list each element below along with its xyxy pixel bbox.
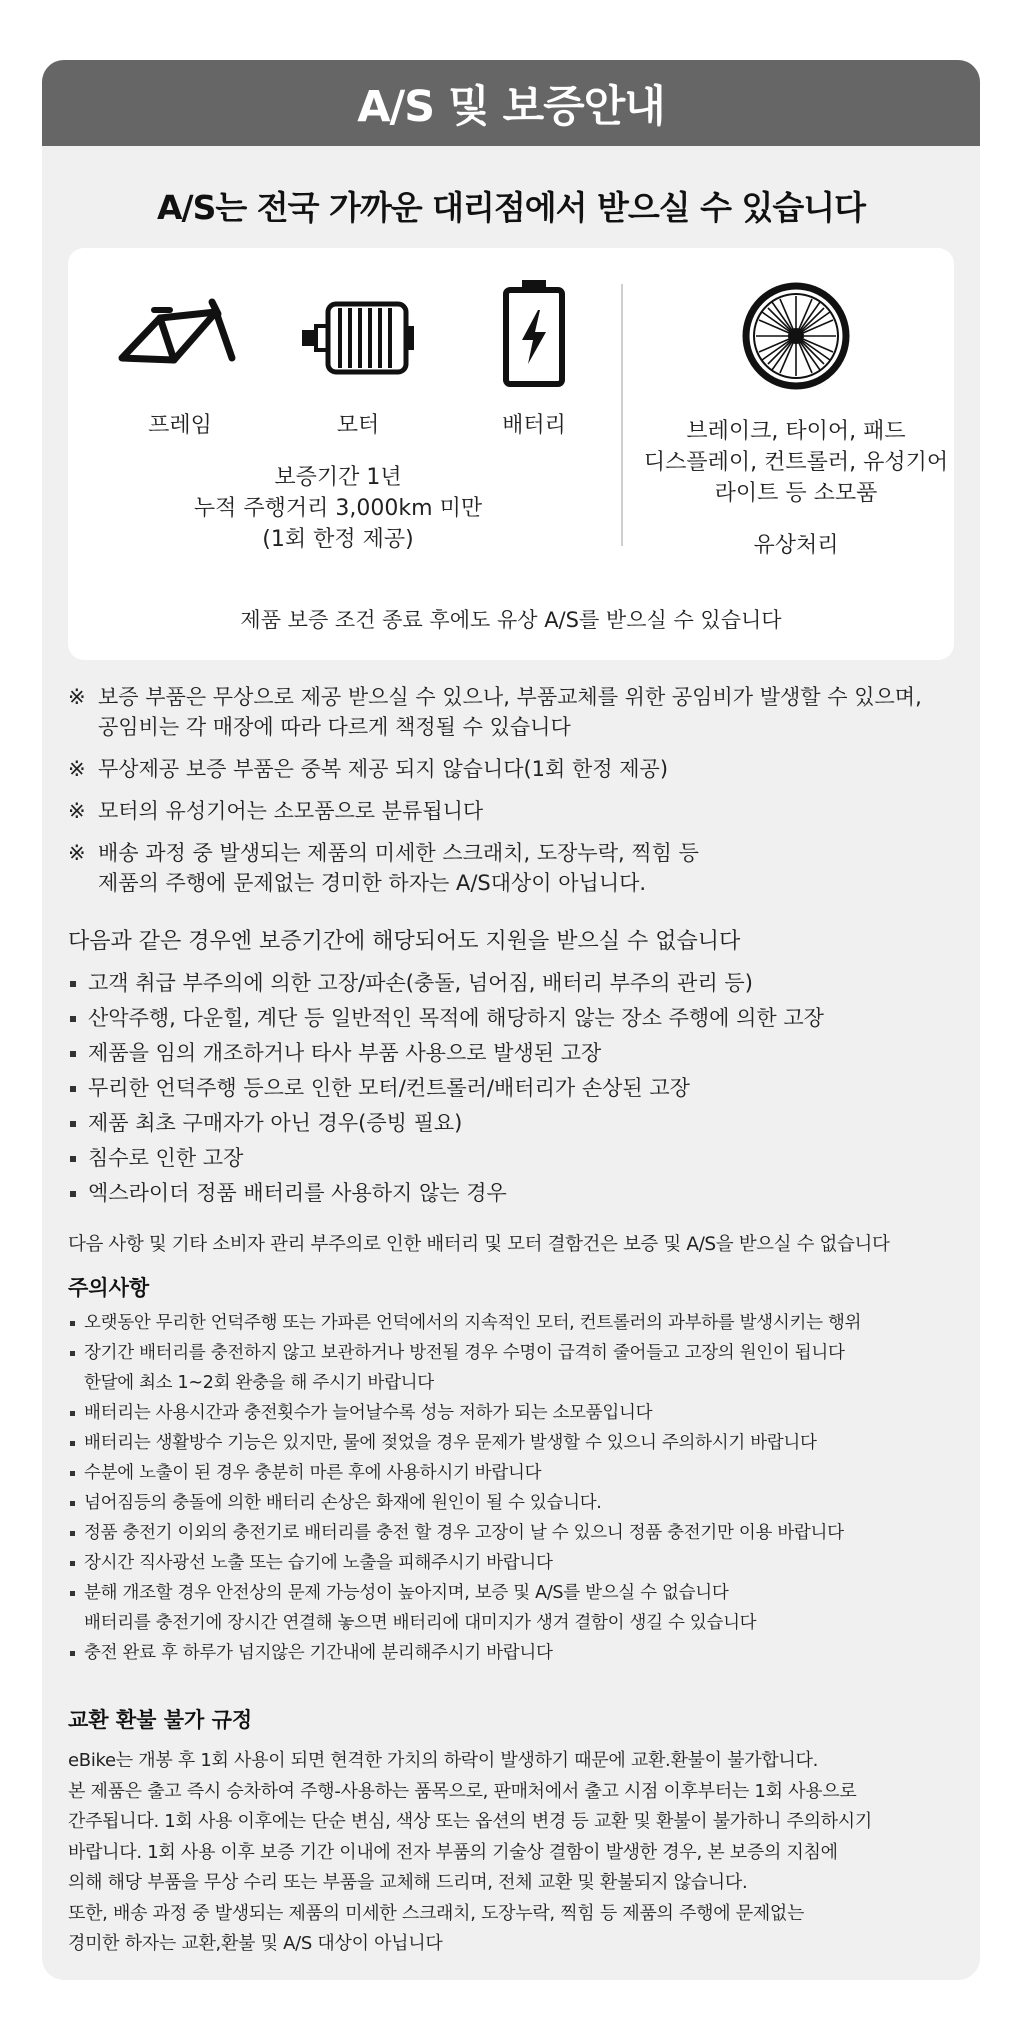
subtitle: A/S는 전국 가까운 대리점에서 받으실 수 있습니다 <box>157 188 865 227</box>
consumables-line-3: 라이트 등 소모품 <box>714 481 878 506</box>
battery-label: 배터리 <box>502 413 566 438</box>
panel-divider <box>621 284 623 546</box>
note-item: ※ 보증 부품은 무상으로 제공 받으실 수 있으나, 부품교체를 위한 공임비가 발생할 수 있으며, 공임비는 각 매장에 따라 다르게 책정될 수 있습니다 <box>68 685 922 739</box>
consumables-policy: 유상처리 <box>753 533 839 558</box>
list-item: 넘어짐등의 충돌에 의한 배터리 손상은 화재에 원인이 될 수 있습니다. <box>68 1488 968 1518</box>
battery-icon <box>502 278 566 388</box>
list-item: 무리한 언덕주행 등으로 인한 모터/컨트롤러/배터리가 손상된 고장 <box>68 1071 948 1106</box>
exclusions-list <box>68 966 948 1211</box>
consumables-line-1: 브레이크, 타이어, 패드 <box>686 419 906 444</box>
list-item: 배터리는 생활방수 기능은 있지만, 물에 젖었을 경우 문제가 발생할 수 있으니 주의하시기 바랍니다 <box>68 1428 968 1458</box>
panel-footer: 제품 보증 조건 종료 후에도 유상 A/S를 받으실 수 있습니다 <box>240 608 782 632</box>
motor-label: 모터 <box>336 413 380 438</box>
note-item: ※ 배송 과정 중 발생되는 제품의 미세한 스크래치, 도장누락, 찍힘 등 제품의 주행에 문제없는 경미한 하자는 A/S대상이 아닙니다. <box>68 841 699 895</box>
list-item: 충전 완료 후 하루가 넘지않은 기간내에 분리해주시기 바랍니다 <box>68 1638 968 1668</box>
caution-title: 주의사항 <box>68 1276 150 1300</box>
wheel-icon <box>742 282 850 390</box>
page-title: A/S 및 보증안내 <box>42 60 980 146</box>
list-item: 산악주행, 다운힐, 계단 등 일반적인 목적에 해당하지 않는 장소 주행에 의한 고장 <box>68 1001 948 1036</box>
warranty-terms <box>128 462 548 555</box>
refund-title: 교환 환불 불가 규정 <box>68 1708 253 1732</box>
notes-list <box>68 682 948 910</box>
bicycle-frame-icon <box>116 296 240 370</box>
frame-label: 프레임 <box>148 413 212 438</box>
note-item: ※ 무상제공 보증 부품은 중복 제공 되지 않습니다(1회 한정 제공) <box>68 757 669 781</box>
list-item: 분해 개조할 경우 안전상의 문제 가능성이 높아지며, 보증 및 A/S를 받으실 수 없습니다 배터리를 충전기에 장시간 연결해 놓으면 배터리에 대미지가 생겨 결함이 생길 수 있습니다 <box>68 1578 968 1638</box>
motor-icon <box>300 300 418 376</box>
warranty-panel <box>68 248 954 660</box>
list-item: 수분에 노출이 된 경우 충분히 마른 후에 사용하시기 바랍니다 <box>68 1458 968 1488</box>
list-item: 고객 취급 부주의에 의한 고장/파손(충돌, 넘어짐, 배터리 부주의 관리 등) <box>68 966 948 1001</box>
warranty-limit: (1회 한정 제공) <box>262 527 414 552</box>
warranty-period: 보증기간 1년 <box>274 465 402 490</box>
warranty-card <box>42 60 980 1980</box>
battery-motor-note: 다음 사항 및 기타 소비자 관리 부주의로 인한 배터리 및 모터 결함건은 보증 및 A/S을 받으실 수 없습니다 <box>68 1234 890 1255</box>
list-item: 오랫동안 무리한 언덕주행 또는 가파른 언덕에서의 지속적인 모터, 컨트롤러의 과부하를 발생시키는 행위 <box>68 1308 968 1338</box>
refund-policy: eBike는 개봉 후 1회 사용이 되면 현격한 가치의 하락이 발생하기 때문에 교환.환불이 불가합니다. 본 제품은 출고 즉시 승차하여 주행-사용하는 품목으로, 판매처에서 출고 시점 이후부터는 1회 사용으로 간주됩니다. 1회 사용 이후에는 단순 변심, 색상 또는 옵션의 변경 등 교환 및 환불이 불가하니 주의하시기 바랍니다. 1회 사용 이후 보증 기간 이내에 전자 부품의 기술상 결함이 발생한 경우, 본 보증의 지침에 의해 해당 부품을 무상 수리 또는 부품을 교체해 드리며, 전체 교환 및 환불되지 않습니다. 또한, 배송 과정 중 발생되는 제품의 미세한 스크래치, 도장누락, 찍힘 등 제품의 주행에 문제없는 경미한 하자는 교환,환불 및 A/S 대상이 아닙니다 <box>68 1750 872 1954</box>
consumables-list <box>638 416 954 509</box>
list-item: 제품 최초 구매자가 아닌 경우(증빙 필요) <box>68 1106 948 1141</box>
list-item: 장기간 배터리를 충전하지 않고 보관하거나 방전될 경우 수명이 급격히 줄어들고 고장의 원인이 됩니다 한달에 최소 1~2회 완충을 해 주시기 바랍니다 <box>68 1338 968 1398</box>
list-item: 정품 충전기 이외의 충전기로 배터리를 충전 할 경우 고장이 날 수 있으니 정품 충전기만 이용 바랍니다 <box>68 1518 968 1548</box>
list-item: 제품을 임의 개조하거나 타사 부품 사용으로 발생된 고장 <box>68 1036 948 1071</box>
list-item: 침수로 인한 고장 <box>68 1141 948 1176</box>
list-item: 배터리는 사용시간과 충전횟수가 늘어날수록 성능 저하가 되는 소모품입니다 <box>68 1398 968 1428</box>
consumables-line-2: 디스플레이, 컨트롤러, 유성기어 <box>643 450 949 475</box>
warranty-mileage: 누적 주행거리 3,000km 미만 <box>193 496 483 521</box>
exclusions-title: 다음과 같은 경우엔 보증기간에 해당되어도 지원을 받으실 수 없습니다 <box>68 929 741 954</box>
list-item: 장시간 직사광선 노출 또는 습기에 노출을 피해주시기 바랍니다 <box>68 1548 968 1578</box>
caution-list <box>68 1308 968 1668</box>
note-item: ※ 모터의 유성기어는 소모품으로 분류됩니다 <box>68 799 484 823</box>
list-item: 엑스라이더 정품 배터리를 사용하지 않는 경우 <box>68 1176 948 1211</box>
